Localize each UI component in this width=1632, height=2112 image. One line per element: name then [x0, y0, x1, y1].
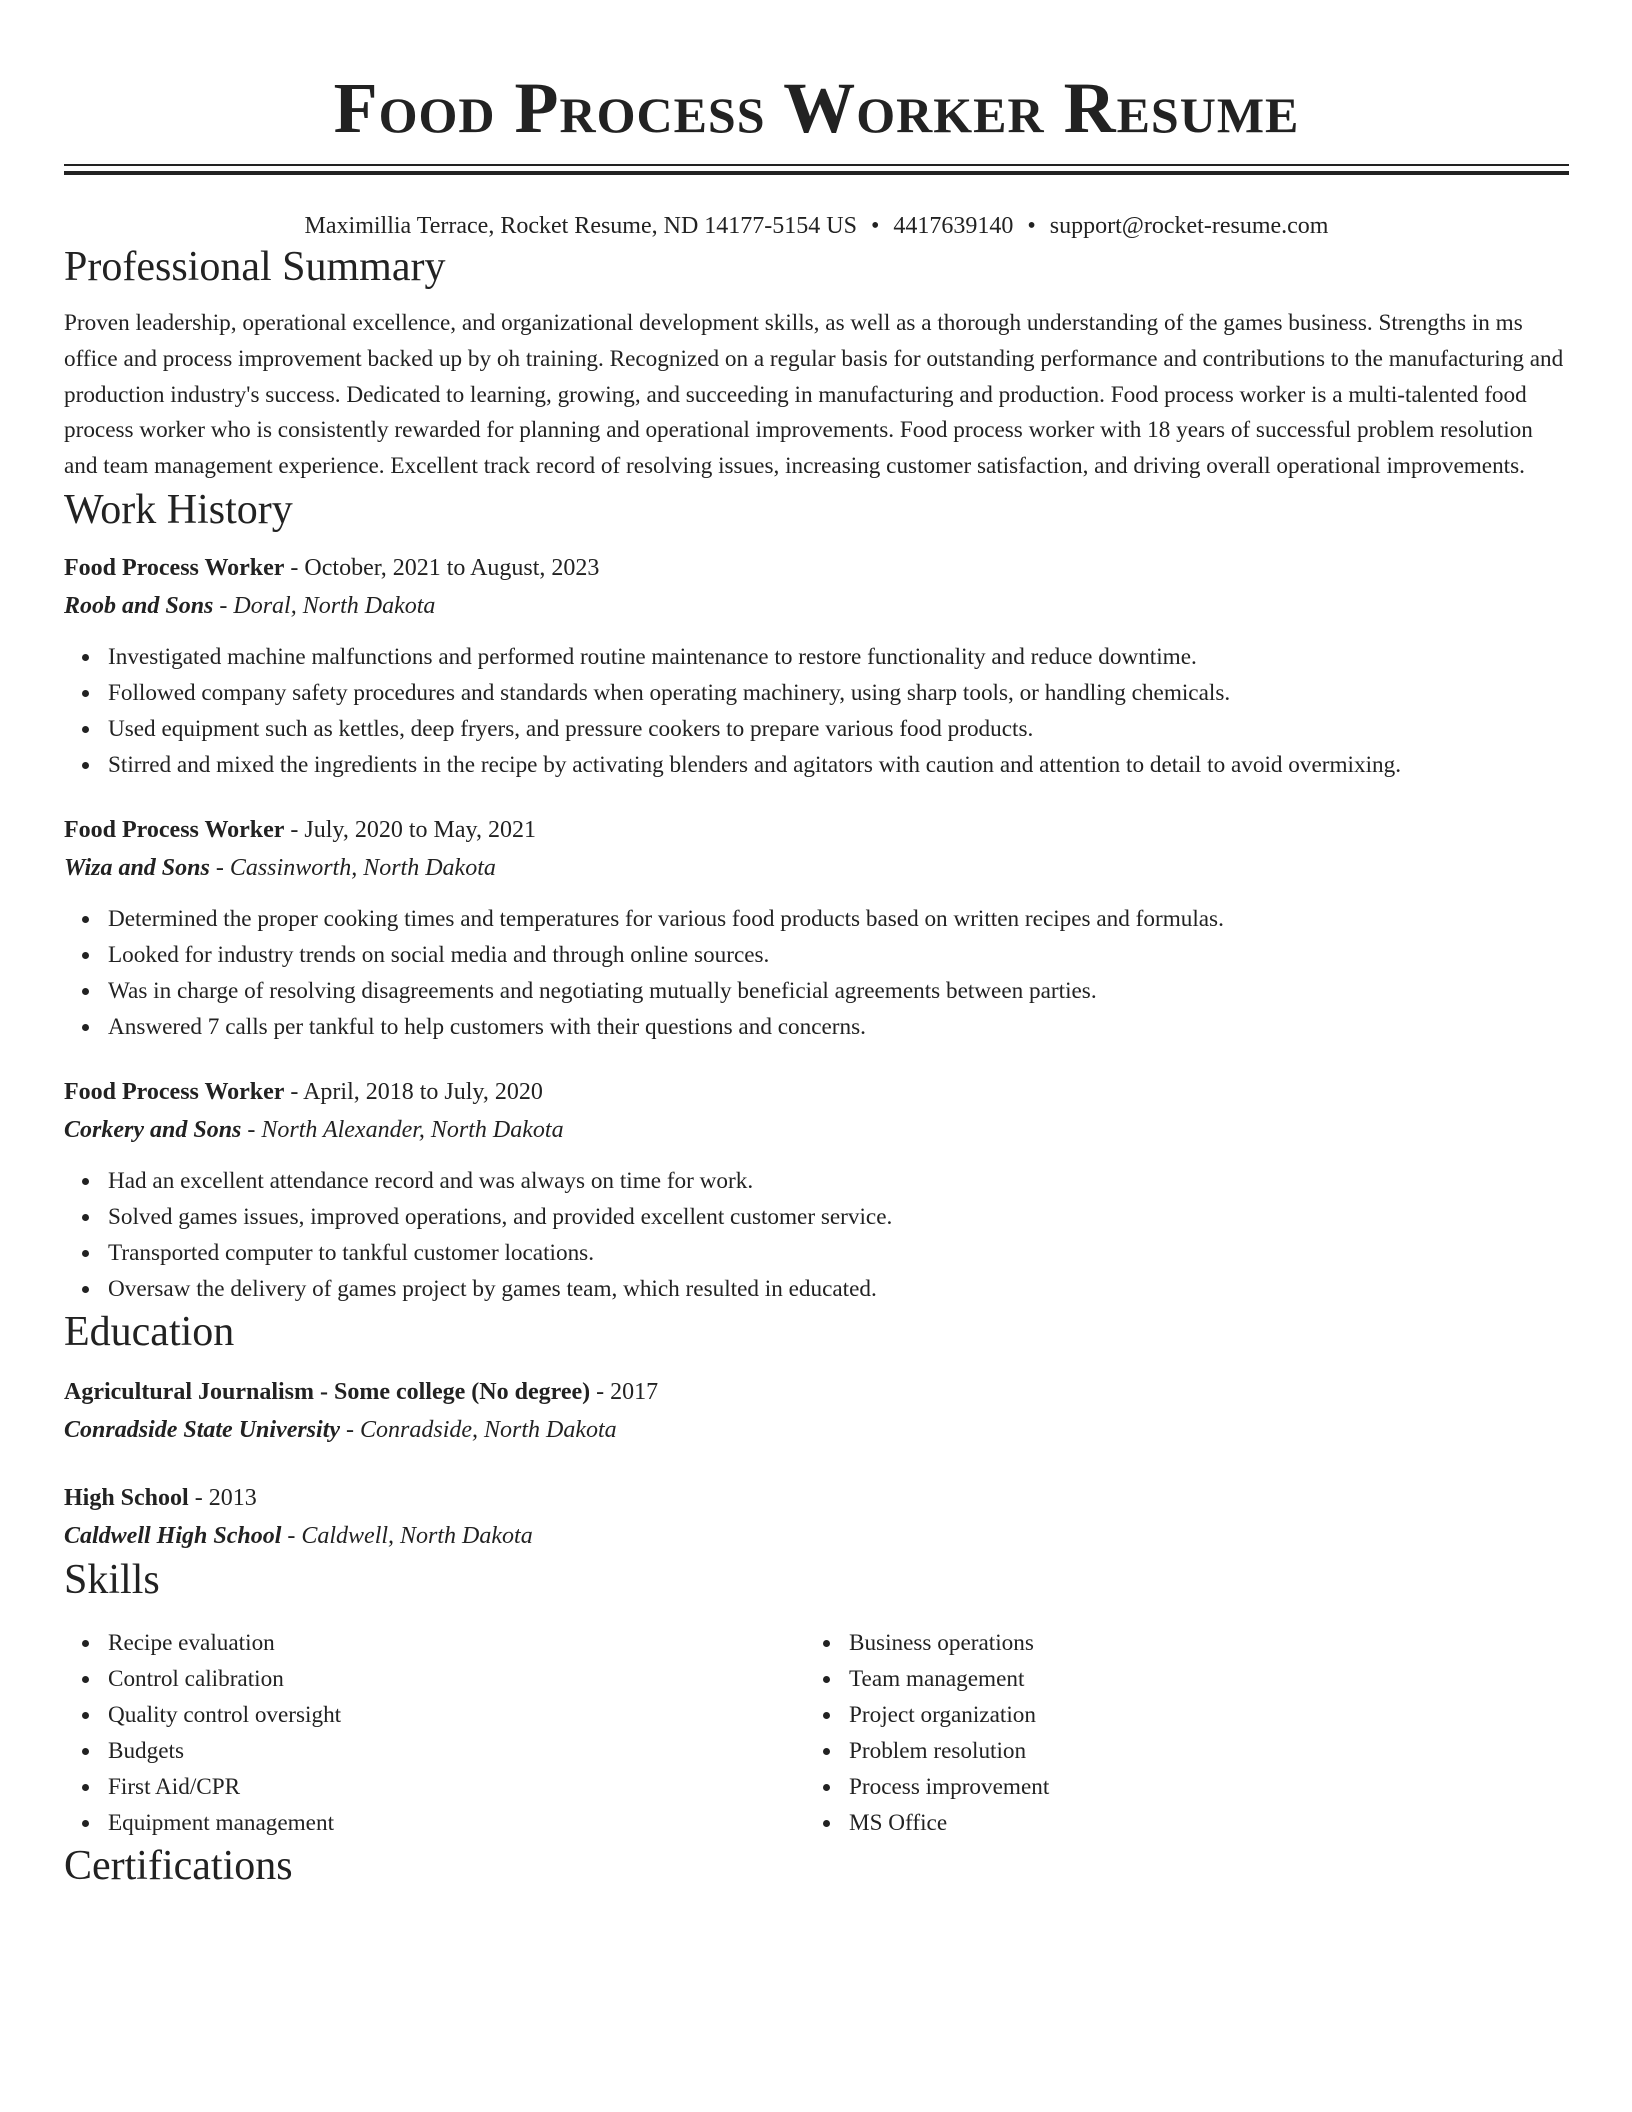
job-company: Wiza and Sons: [64, 854, 210, 881]
job-entry: [64, 811, 1569, 1045]
job-bullet: Stirred and mixed the ingredients in the recipe by activating blenders and agitators with caution and attention to detail to avoid overmixing.: [108, 747, 1569, 783]
summary-text: Proven leadership, operational excellence, and organizational development skills, as well as a thorough understanding of the games business. Strengths in ms office and process improvement backed up by oh training. Recognized on a regular basis for outstanding performance and contributions to the manufacturing and production industry's success. Dedicated to learning, growing, and succeeding in manufacturing and production. Food process worker is a multi-talented food process worker who is consistently rewarded for planning and operational improvements. Food process worker with 18 years of successful problem resolution and team management experience. Excellent track record of resolving issues, increasing customer satisfaction, and driving overall operational improvements.: [64, 310, 1564, 480]
title-divider: [64, 164, 1569, 174]
job-bullets: [64, 1163, 1569, 1307]
job-location: - North Alexander, North Dakota: [241, 1116, 564, 1143]
education-year: - 2017: [590, 1378, 659, 1405]
job-bullets: [64, 901, 1569, 1045]
job-title: Food Process Worker: [64, 1078, 285, 1105]
job-bullet: Used equipment such as kettles, deep fryers, and pressure cookers to prepare various food products.: [108, 711, 1569, 747]
education-entry: [64, 1373, 1569, 1449]
job-company-line: [64, 587, 1569, 625]
work-history-heading: Work History: [64, 486, 293, 533]
skill-item: Project organization: [849, 1697, 1569, 1733]
job-title-line: [64, 1073, 1569, 1111]
resume-page: [64, 0, 1569, 1891]
education-degree-line: [64, 1373, 1569, 1411]
job-bullet: Oversaw the delivery of games project by games team, which resulted in educated.: [108, 1271, 1569, 1307]
certifications-heading: Certifications: [64, 1842, 293, 1889]
skill-item: Quality control oversight: [108, 1697, 805, 1733]
job-bullet: Followed company safety procedures and standards when operating machinery, using sharp tools, or handling chemicals.: [108, 675, 1569, 711]
job-title-line: [64, 549, 1569, 587]
job-location: - Doral, North Dakota: [213, 592, 436, 619]
job-bullet: Transported computer to tankful customer locations.: [108, 1235, 1569, 1271]
contact-phone: 4417639140: [893, 213, 1014, 239]
education-location: - Caldwell, North Dakota: [281, 1522, 533, 1549]
job-bullets: [64, 639, 1569, 783]
job-bullet: Had an excellent attendance record and was always on time for work.: [108, 1163, 1569, 1199]
skill-item: Business operations: [849, 1625, 1569, 1661]
contact-line: [64, 210, 1569, 242]
job-dates: - April, 2018 to July, 2020: [284, 1078, 543, 1105]
divider-thick-line: [64, 171, 1569, 175]
skills-columns: [64, 1625, 1569, 1841]
skill-item: First Aid/CPR: [108, 1769, 805, 1805]
job-company-line: [64, 1111, 1569, 1149]
skill-item: Team management: [849, 1661, 1569, 1697]
education-school: Conradside State University: [64, 1416, 341, 1443]
skill-item: Control calibration: [108, 1661, 805, 1697]
job-company: Corkery and Sons: [64, 1116, 242, 1143]
contact-separator: •: [1027, 213, 1036, 239]
education-degree: High School: [64, 1484, 189, 1511]
education-entry: [64, 1479, 1569, 1555]
skill-item: Process improvement: [849, 1769, 1569, 1805]
skill-item: Budgets: [108, 1733, 805, 1769]
job-title: Food Process Worker: [64, 554, 285, 581]
education-location: - Conradside, North Dakota: [340, 1416, 617, 1443]
job-dates: - October, 2021 to August, 2023: [284, 554, 600, 581]
skill-item: Equipment management: [108, 1805, 805, 1841]
job-bullet: Investigated machine malfunctions and performed routine maintenance to restore functionality and reduce downtime.: [108, 639, 1569, 675]
skills-right-list: [805, 1625, 1569, 1841]
job-dates: - July, 2020 to May, 2021: [284, 816, 536, 843]
contact-email: support@rocket-resume.com: [1049, 213, 1329, 239]
resume-title: Food Process Worker Resume: [333, 68, 1300, 148]
skill-item: MS Office: [849, 1805, 1569, 1841]
job-bullet: Looked for industry trends on social media and through online sources.: [108, 937, 1569, 973]
skills-left-list: [64, 1625, 805, 1841]
job-entry: [64, 549, 1569, 783]
job-company-line: [64, 849, 1569, 887]
education-school: Caldwell High School: [64, 1522, 282, 1549]
job-title-line: [64, 811, 1569, 849]
education-school-line: [64, 1411, 1569, 1449]
contact-address: Maximillia Terrace, Rocket Resume, ND 14177-5154 US: [304, 213, 857, 239]
education-year: - 2013: [188, 1484, 257, 1511]
job-entry: [64, 1073, 1569, 1307]
divider-thin-line: [64, 164, 1569, 166]
education-degree: Agricultural Journalism - Some college (No degree): [64, 1378, 591, 1405]
summary-heading: Professional Summary: [64, 244, 446, 290]
job-bullet: Solved games issues, improved operations, and provided excellent customer service.: [108, 1199, 1569, 1235]
contact-separator: •: [870, 213, 880, 239]
job-location: - Cassinworth, North Dakota: [209, 854, 496, 881]
education-heading: Education: [64, 1308, 235, 1355]
education-degree-line: [64, 1479, 1569, 1517]
job-bullet: Was in charge of resolving disagreements and negotiating mutually beneficial agreements between parties.: [108, 973, 1569, 1009]
job-title: Food Process Worker: [64, 816, 285, 843]
education-school-line: [64, 1517, 1569, 1555]
skills-heading: Skills: [64, 1556, 160, 1603]
skill-item: Recipe evaluation: [108, 1625, 805, 1661]
skill-item: Problem resolution: [849, 1733, 1569, 1769]
job-bullet: Determined the proper cooking times and temperatures for various food products based on written recipes and formulas.: [108, 901, 1569, 937]
job-bullet: Answered 7 calls per tankful to help customers with their questions and concerns.: [108, 1009, 1569, 1045]
job-company: Roob and Sons: [64, 592, 214, 619]
